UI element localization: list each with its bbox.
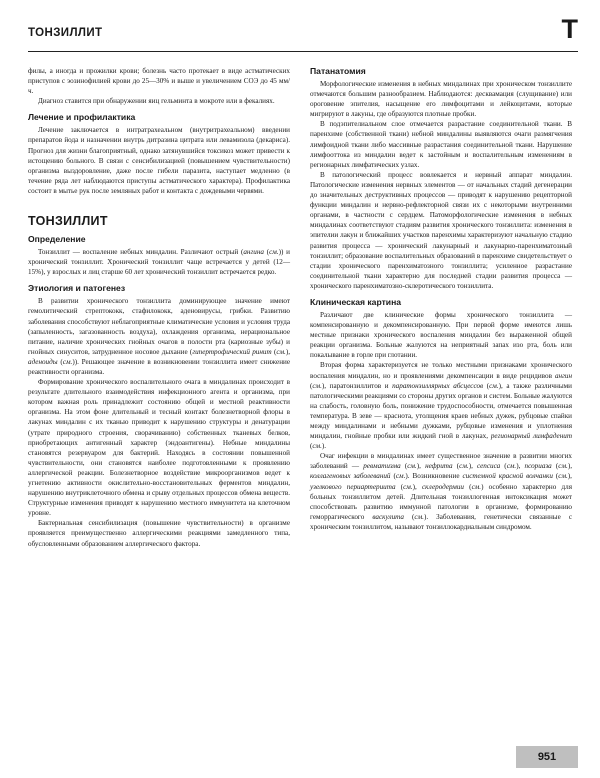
cross-reference[interactable]: сепсиса bbox=[477, 462, 501, 471]
paragraph: В подэпителиальном слое отмечается разрастание соединительной ткани. В паренхиме (собственной ткани) небной миндалины выявляются очаги размягчения лимфоидной ткани либо массивные разрастания соединительной ткани. Нарушение лимфооттока из миндалин ведет к застойным и воспалительным изменениям в регионарных лимфатических узлах. bbox=[310, 120, 572, 169]
paragraph: Формирование хронического воспалительного очага в миндалинах происходит в результате длительного взаимодействия инфекционного агента и организма, при котором важная роль принадлежит состоянию общей и местной реактивности организма. На этом фоне длительный и тесный контакт болезнетворной флоры в лакунах миндалин с их тканью приводит к нарушению структуры и денатурации (утрате природного строения, сворачиванию) собственных тканевых белков, приобретающих антигенный характер (эндоантигены). Небные миндалины становятся резервуаром для бактерий. Находясь в состоянии повышенной чувствительности, они становятся наиболее подготовленными к проявлению аллергической реакции. Болезнетворное воздействие микроорганизмов ведет к угнетению активности окислительно-восстановительных ферментов миндалин, нарушению внутриклеточного обмена и срыву отдельных процессов обмена веществ. Структурные изменения приводят к нарушению местного иммунитета на клеточном уровне. bbox=[28, 378, 290, 518]
subheading-etiology: Этиология и патогенез bbox=[28, 283, 126, 294]
cross-reference[interactable]: регионарный лимфаденит bbox=[490, 432, 572, 441]
cross-reference[interactable]: псориаза bbox=[524, 462, 552, 471]
cross-reference[interactable]: коллагеновых заболеваний bbox=[310, 472, 391, 481]
paragraph: Различают две клинические формы хронического тонзиллита — компенсированную и декомпенсированную. При первой форме имеются лишь местные признаки хронического воспаления миндалин без выраженной общей реакции организма. Больные жалуются на неприятный запах изо рта, боль или покалывание в горле при глотании. bbox=[310, 310, 572, 360]
paragraph: В развитии хронического тонзиллита доминирующее значение имеют гемолитический стрептококк, стафилококк, аденовирусы, грибки. Развитию заболевания способствуют неблагоприятные климатические условия и условия труда (запыленность, загазованность воздуха), охлаждения организма, нерациональное питание, наличие хронических гнойных очагов в полости рта (кариозные зубы) и гнойных синуситов, затрудненное носовое дыхание (гипертрофический ринит (см.), аденоиды (см.)). Решающее значение в возникновении тонзиллита имеет снижение реактивности организма. bbox=[28, 297, 291, 376]
cross-reference[interactable]: нефрита bbox=[425, 462, 453, 471]
article-title: ТОНЗИЛЛИТ bbox=[28, 214, 108, 229]
paragraph: Морфологические изменения в небных миндалинах при хроническом тонзиллите отмечаются большим разнообразием. Наблюдаются: десквамация (слущивание) или ороговение эпителия, насыщение его лимфоцитами и лейкоцитами, которые мигрируют в лакуны, где образуются плотные пробки. bbox=[310, 80, 572, 119]
left-column bbox=[28, 66, 290, 549]
cross-reference[interactable]: ревматизма bbox=[363, 462, 401, 471]
cross-reference[interactable]: ангина bbox=[243, 248, 264, 257]
cross-reference[interactable]: гипертрофический ринит bbox=[192, 347, 272, 356]
page-number: 951 bbox=[516, 746, 578, 768]
subheading-pathanatomy: Патанатомия bbox=[310, 66, 366, 76]
section-letter: Т bbox=[561, 14, 578, 44]
cross-reference[interactable]: системной красной волчанки bbox=[462, 472, 553, 481]
paragraph: Бактериальная сенсибилизация (повышение чувствительности) в организме проявляется преимущественно аллергическими реакциями замедленного типа, обусловленными образованием аллергического фактора. bbox=[28, 519, 290, 548]
cross-reference[interactable]: васкулита bbox=[372, 512, 404, 521]
cross-reference[interactable]: узелкового периартериита bbox=[310, 482, 396, 491]
cross-reference[interactable]: аденоиды bbox=[28, 357, 58, 366]
paragraph: В патологический процесс вовлекается и нервный аппарат миндалин. Патологические изменения нервных элементов — от начальных стадий дегенерации до значительных деструктивных процессов — приводят к нарушению рецепторной функции миндалин и нервно-рефлекторной связи их с некоторыми внутренними органами, в частности с сердцем. Патоморфологические изменения в небных миндалинах соответствуют стадиям развития хронического тонзиллита: изменения в эпителии лакун и ближайших участков паренхимы характеризуют начальную стадию развития процесса — хронический лакунарный и лакунарно-паренхиматозный тонзиллит; образование воспалительных образований в паренхиме свидетельствует о стадии хронического паренхиматозного тонзиллита; усиленное разрастание соединительной ткани характерно для последней стадии развития процесса — хронического паренхиматозно-склеротического тонзиллита. bbox=[310, 170, 572, 290]
paragraph: Лечение заключается в интратрахеальном (внутритрахеальном) введении препаратов йода и назначении внутрь дитразина цитрата или левамизола (декариса). Прогноз для жизни благоприятный, однако затянувшийся токсикоз может привести к истощению больного. В связи с сенсибилизацией (повышением чувствительности) организма выздоровление, даже после гибели паразита, наступает медленно (в течение ряда лет наблюдаются приступы астматического характера). Профилактика состоит в мытье рук после земляных работ и контакта с дождевыми червями. bbox=[28, 126, 290, 195]
paragraph: Очаг инфекции в миндалинах имеет существенное значение в развитии многих заболеваний — ревматизма (см.), нефрита (см.), сепсиса (см.), псориаза (см.), коллагеновых заболеваний (см.). Возникновение системной красной волчанки (см.), узелкового периартериита (см.), склеродермии (см.) особенно характерно для больных тонзиллитом детей. Длительная тонзиллогенная интоксикация может способствовать развитию иммунной патологии в организме, формированию геморрагического васкулита (см.). Заболевания, генетически связанные с хроническим тонзиллитом, называют тонзиллокардиальным синдромом. bbox=[310, 452, 573, 531]
paragraph: филы, а иногда и прожилки крови; болезнь часто протекает в виде астматических приступов с эозинофилией крови до 25—30% и выше и увеличением СОЭ до 45 мм/ч. bbox=[28, 67, 290, 96]
cross-reference[interactable]: ангин bbox=[554, 371, 572, 380]
cross-reference[interactable]: паратонзиллярных абсцессов bbox=[392, 381, 484, 390]
running-header-title: ТОНЗИЛЛИТ bbox=[28, 27, 103, 39]
paragraph: Вторая форма характеризуется не только местными признаками хронического воспаления миндалин, но и проявлениями декомпенсации в виде рецидивов ангин (см.), паратонзиллитов и паратонзиллярных абсцессов (см.), а также различными патологическими реакциями со стороны других органов и систем. Больные жалуются на слабость, головную боль, понижение трудоспособности, отмечается повышенная температура. В зеве — краснота, утолщения краев небных дужек, рубцовые спайки между миндалинами и небными дужками, рубцовые изменения и уплотнения миндалин, гнойные пробки или жидкий гной в лакунах, регионарный лимфаденит (см.). bbox=[310, 361, 572, 451]
right-column bbox=[310, 66, 572, 532]
paragraph: Тонзиллит — воспаление небных миндалин. Различают острый (ангина (см.)) и хронический тонзиллит. Хронический тонзиллит чаще встречается у детей (12—15%), у взрослых и лиц старше 60 лет хронический тонзиллит встречается редко. bbox=[28, 248, 290, 277]
subheading-clinical: Клиническая картина bbox=[310, 296, 402, 307]
subheading-definition: Определение bbox=[28, 234, 86, 245]
subheading-treatment: Лечение и профилактика bbox=[28, 112, 136, 123]
header-rule bbox=[28, 51, 578, 52]
paragraph: Диагноз ставится при обнаружении яиц гельминта в мокроте или в фекалиях. bbox=[38, 97, 275, 106]
cross-reference[interactable]: склеродермии bbox=[422, 482, 464, 491]
